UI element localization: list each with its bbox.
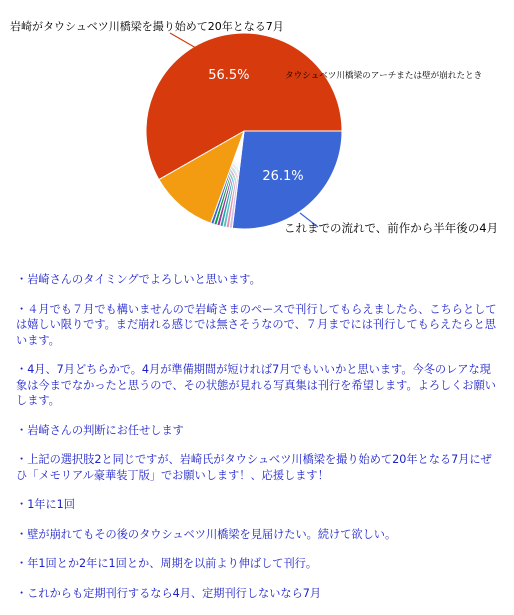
slice-value-label-9: 56.5% [208, 68, 250, 84]
comment-item: ・岩崎さんのタイミングでよろしいと思います。 [16, 273, 261, 286]
comment-item: ・上記の選択肢2と同じですが、岩崎氏がタウシュベツ川橋梁を撮り始めて20年となる7月にぜひ「メモリアル豪華装丁版」でお願いします！、応援します！ [16, 453, 492, 482]
comment-item: ・これからも定期刊行するなら4月、定期刊行しないなら7月 [16, 586, 322, 600]
slice-label-8: タウシュベツ川橋梁のアーチまたは壁が崩れたとき [285, 71, 483, 81]
comment-item: ・1年に1回 [16, 498, 75, 511]
comment-list [16, 272, 502, 615]
slice-value-label-0: 26.1% [262, 169, 304, 184]
comment-item: ・岩崎さんの判断にお任せします [16, 423, 184, 437]
comment-item: ・壁が崩れてもその後のタウシュベツ川橋梁を見届けたい。続けて欲しい。 [16, 527, 397, 541]
comment-item: ・年1回とか2年に1回とか、周期を以前より伸ばして刊行。 [16, 557, 318, 570]
leader-line-9 [170, 33, 196, 48]
slice-label-9: 岩崎がタウシュベツ川橋梁を撮り始めて20年となる7月 [10, 20, 284, 33]
pie-chart-svg [0, 0, 514, 245]
comment-item: ・4月、7月どちらかで。4月が準備期間が短ければ7月でもいいかと思います。今冬のレアな現象は今までなかったと思うので、その状態が見れる写真集は刊行を希望します。よろしくお願いします。 [16, 363, 496, 407]
pie-chart [0, 0, 514, 245]
comment-item: ・４月でも７月でも構いませんので岩崎さまのペースで刊行してもらえましたら、こちらとしては嬉しい限りです。まだ崩れる感じでは無さそうなので、７月までには刊行してもらえたらと思います。 [16, 302, 497, 347]
slice-label-0: これまでの流れで、前作から半年後の4月 [284, 221, 499, 235]
